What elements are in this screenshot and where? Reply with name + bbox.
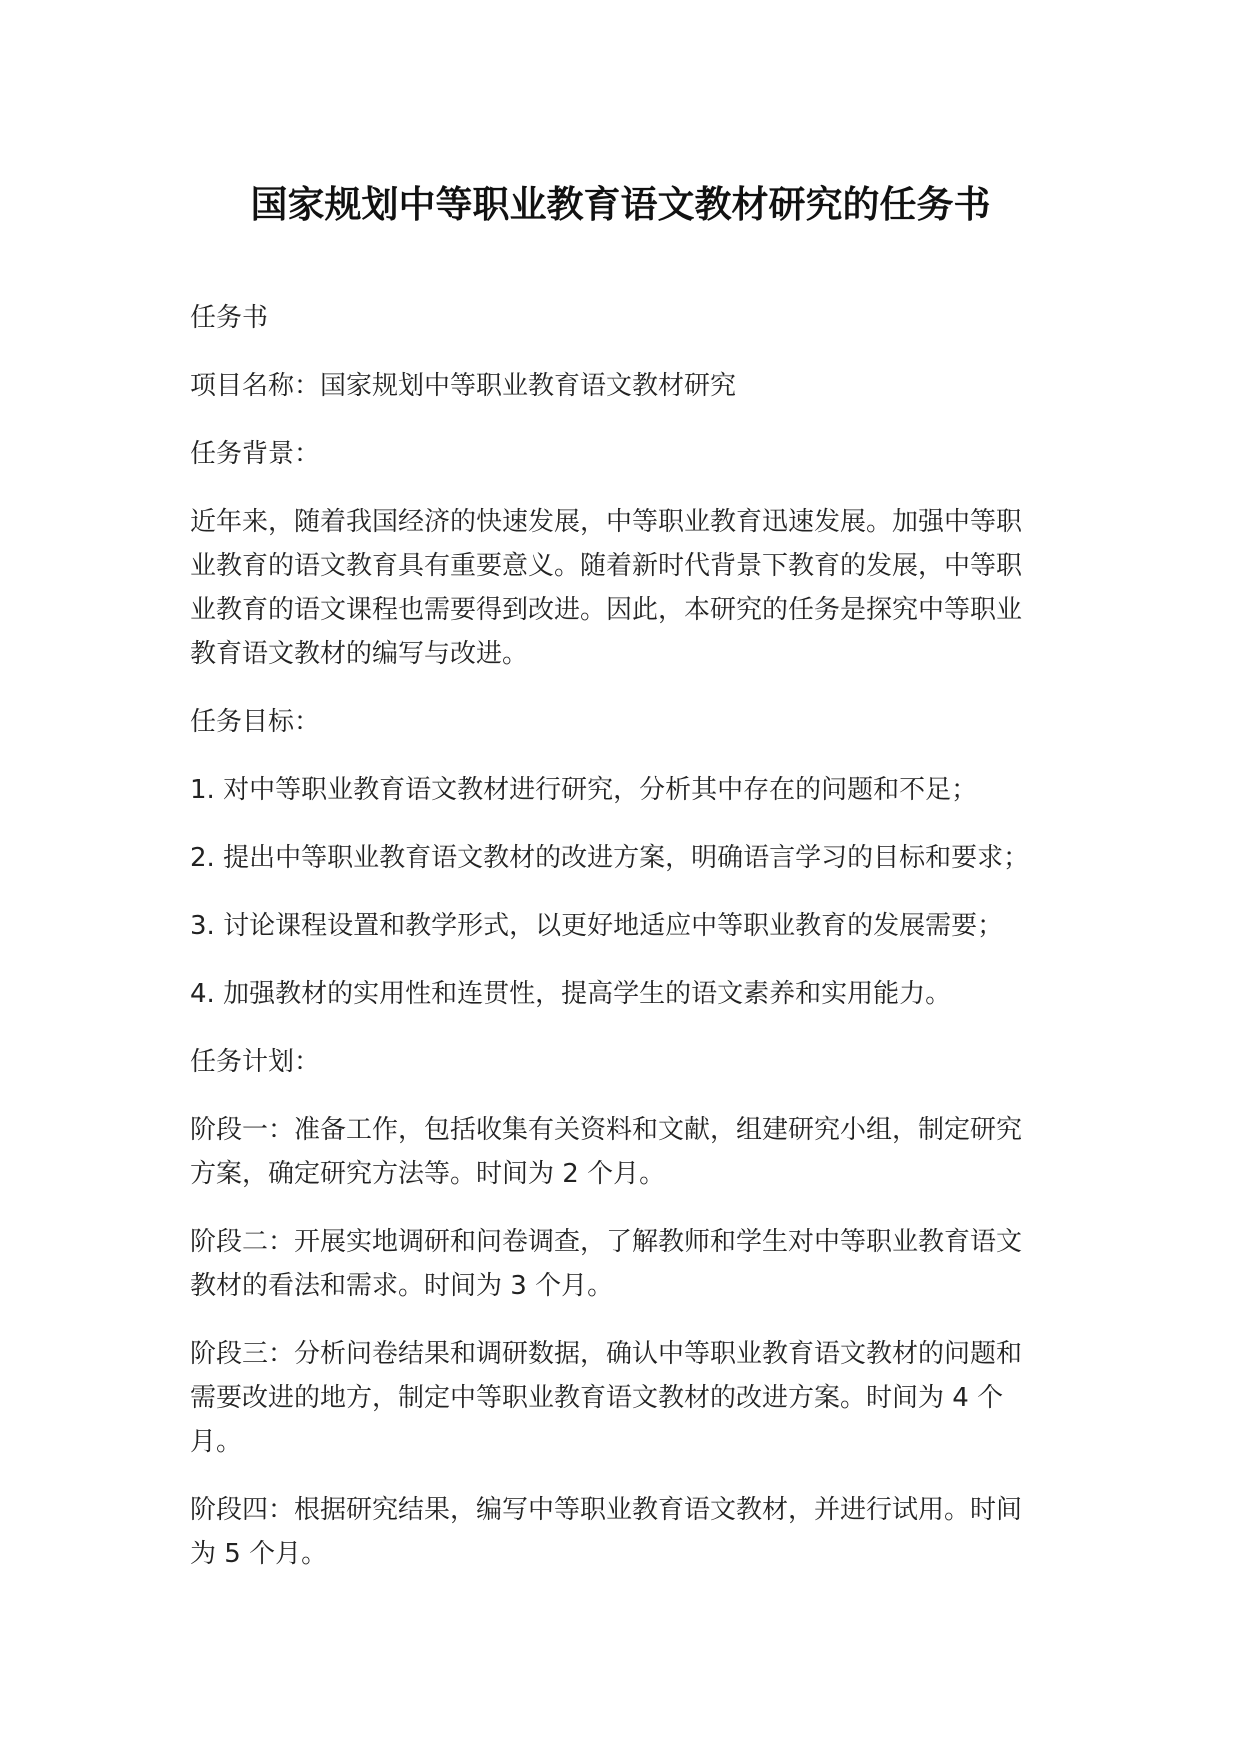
stage-4-paragraph: 阶段四：根据研究结果，编写中等职业教育语文教材，并进行试用。时间为 5 个月。 xyxy=(190,1495,1023,1569)
goal-item-4: 4. 加强教材的实用性和连贯性，提高学生的语文素养和实用能力。 xyxy=(190,979,952,1009)
section-heading-task-book: 任务书 xyxy=(190,303,269,333)
plan-label: 任务计划： xyxy=(190,1047,321,1077)
stage-1-paragraph: 阶段一：准备工作，包括收集有关资料和文献，组建研究小组，制定研究方案，确定研究方法等。时间为 2 个月。 xyxy=(190,1115,1023,1189)
background-label: 任务背景： xyxy=(190,439,321,469)
project-name: 项目名称：国家规划中等职业教育语文教材研究 xyxy=(190,371,737,401)
goal-item-2: 2. 提出中等职业教育语文教材的改进方案，明确语言学习的目标和要求； xyxy=(190,843,1030,873)
background-paragraph: 近年来，随着我国经济的快速发展，中等职业教育迅速发展。加强中等职业教育的语文教育具有重要意义。随着新时代背景下教育的发展，中等职业教育的语文课程也需要得到改进。因此，本研究的任务是探究中等职业教育语文教材的编写与改进。 xyxy=(190,507,1023,669)
goal-item-3: 3. 讨论课程设置和教学形式，以更好地适应中等职业教育的发展需要； xyxy=(190,911,1004,941)
stage-3-paragraph: 阶段三：分析问卷结果和调研数据，确认中等职业教育语文教材的问题和需要改进的地方，制定中等职业教育语文教材的改进方案。时间为 4 个月。 xyxy=(190,1339,1023,1457)
stage-2-paragraph: 阶段二：开展实地调研和问卷调查，了解教师和学生对中等职业教育语文教材的看法和需求。时间为 3 个月。 xyxy=(190,1227,1023,1301)
goals-label: 任务目标： xyxy=(190,707,321,737)
document-title: 国家规划中等职业教育语文教材研究的任务书 xyxy=(250,183,991,226)
document-body xyxy=(190,296,1090,1600)
goal-item-1: 1. 对中等职业教育语文教材进行研究，分析其中存在的问题和不足； xyxy=(190,775,978,805)
